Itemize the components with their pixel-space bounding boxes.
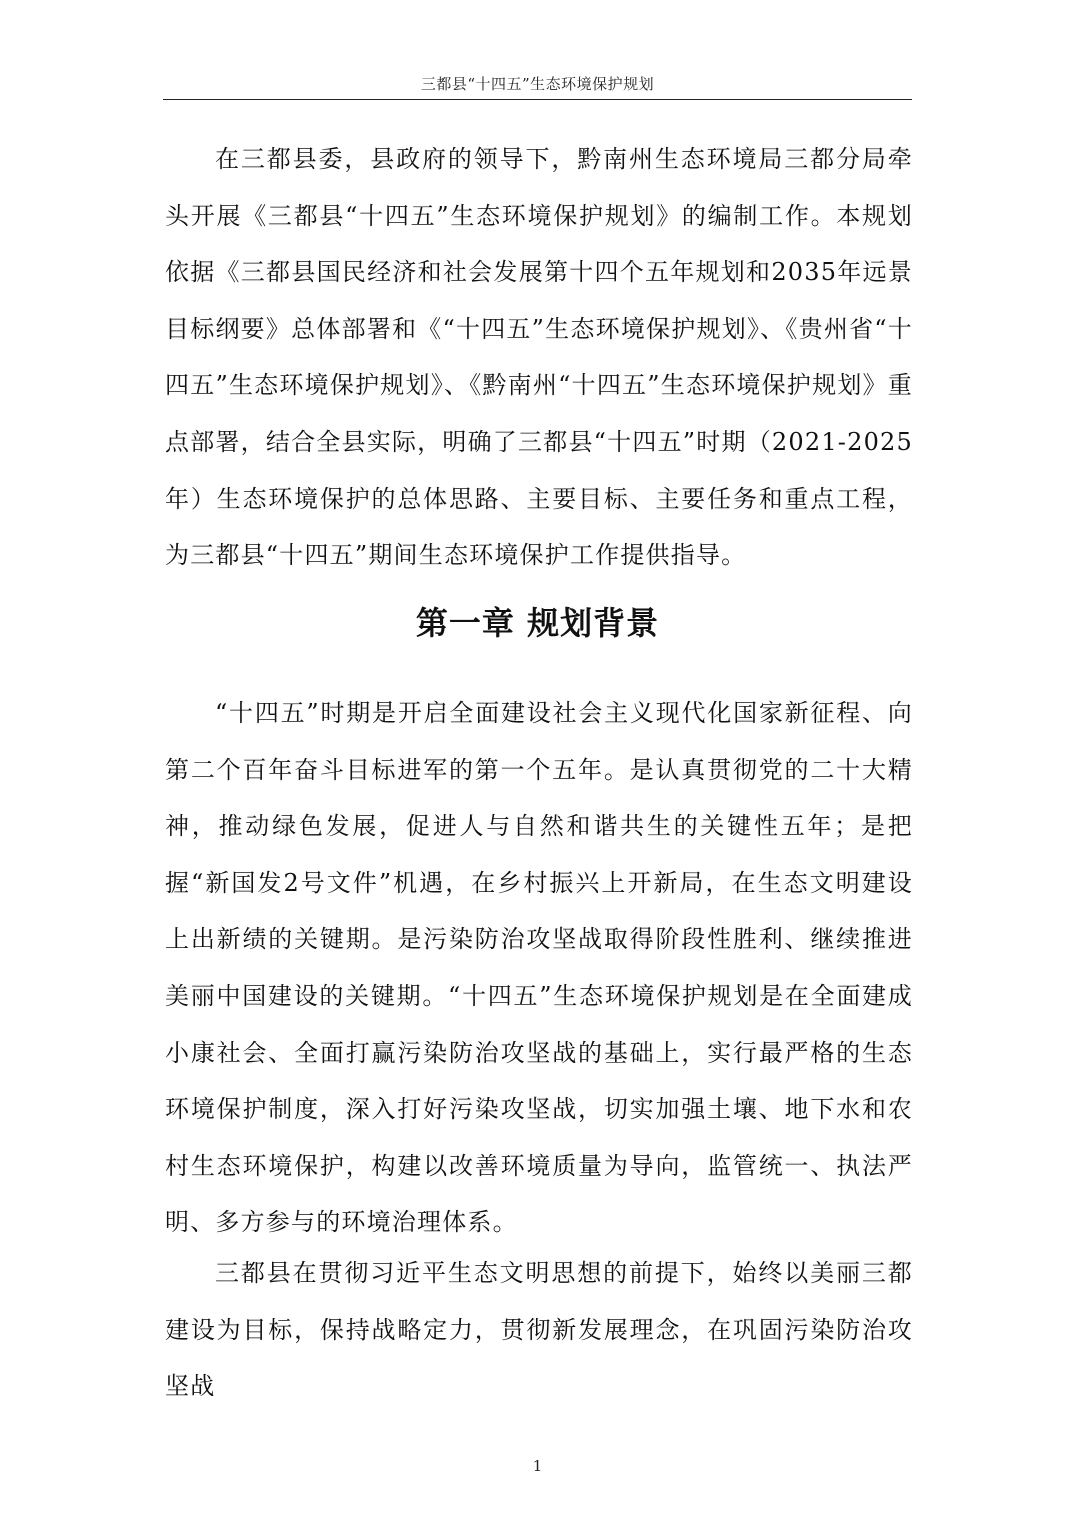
chapter-paragraph: “十四五”时期是开启全面建设社会主义现代化国家新征程、向第二个百年奋斗目标进军的第一个五年。是认真贯彻党的二十大精神，推动绿色发展，促进人与自然和谐共生的关键性五年；是把握“新国发2号文件”机遇，在乡村振兴上开新局，在生态文明建设上出新绩的关键期。是污染防治攻坚战取得阶段性胜利、继续推进美丽中国建设的关键期。“十四五”生态环境保护规划是在全面建成小康社会、全面打赢污染防治攻坚战的基础上，实行最严格的生态环境保护制度，深入打好污染攻坚战，切实加强土壤、地下水和农村生态环境保护，构建以改善环境质量为导向，监管统一、执法严明、多方参与的环境治理体系。 [165,699,913,1237]
running-header: 三都县“十四五”生态环境保护规划 [420,75,655,93]
chapter-paragraph: 三都县在贯彻习近平生态文明思想的前提下，始终以美丽三都建设为目标，保持战略定力，贯彻新发展理念，在巩固污染防治攻坚战 [165,1259,913,1401]
page-number: 1 [532,1457,543,1475]
intro-paragraph: 在三都县委，县政府的领导下，黔南州生态环境局三都分局牵头开展《三都县“十四五”生态环境保护规划》的编制工作。本规划依据《三都县国民经济和社会发展第十四个五年规划和2035年远景目标纲要》总体部署和《“十四五”生态环境保护规划》、《贵州省“十四五”生态环境保护规划》、《黔南州“十四五”生态环境保护规划》重点部署，结合全县实际，明确了三都县“十四五”时期（2021-2025年）生态环境保护的总体思路、主要目标、主要任务和重点工程，为三都县“十四五”期间生态环境保护工作提供指导。 [165,145,913,570]
header-rule [163,99,912,100]
chapter-heading: 第一章 规划背景 [415,604,660,642]
